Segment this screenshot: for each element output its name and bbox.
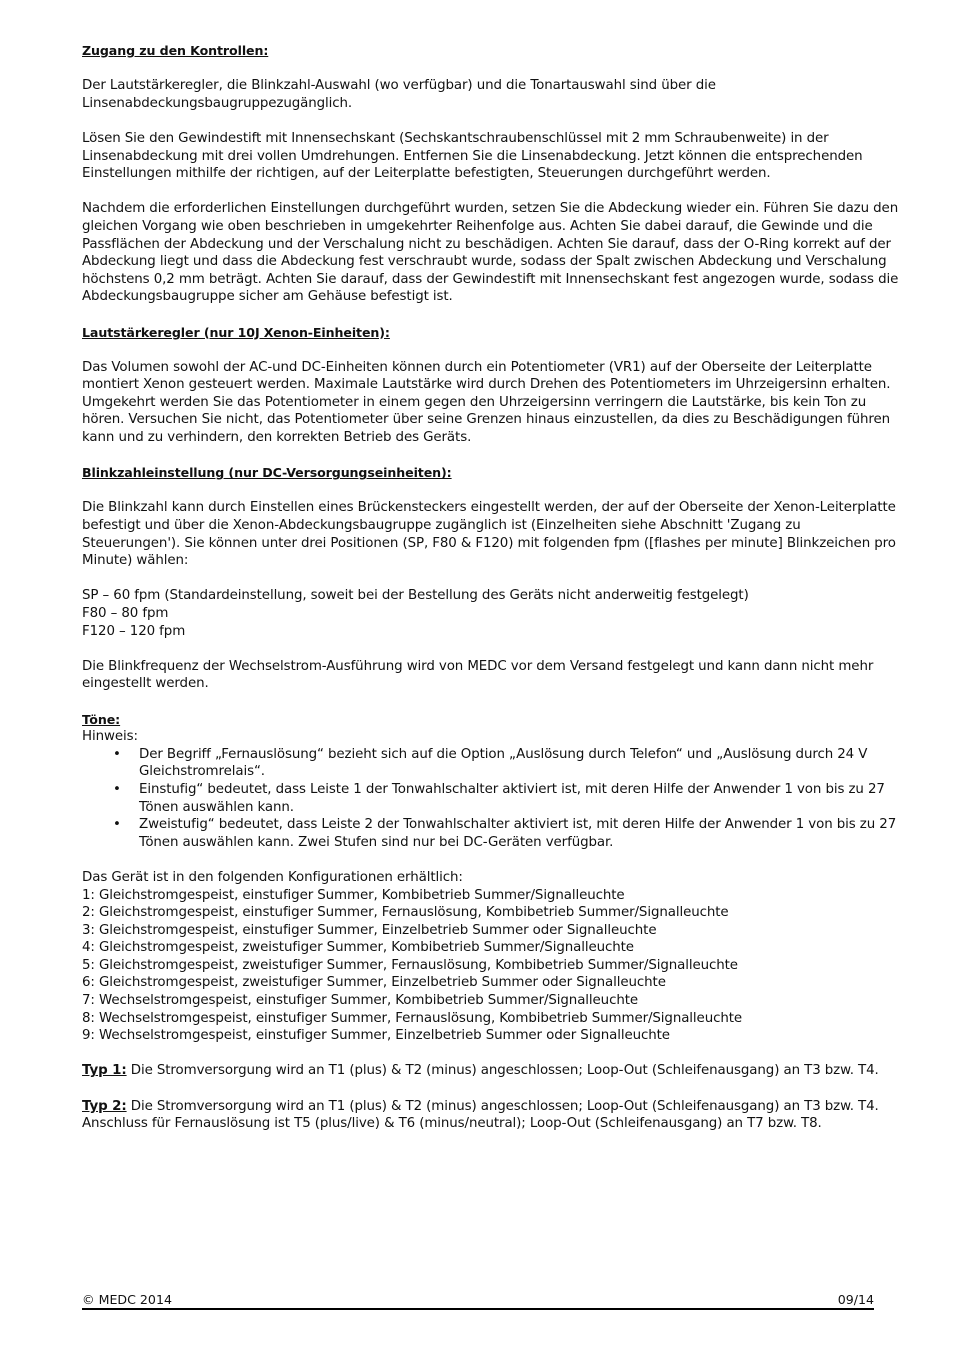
- section-heading-volume: Lautstärkeregler (nur 10J Xenon-Einheiten):: [82, 324, 390, 340]
- paragraph: Das Volumen sowohl der AC-und DC-Einheiten können durch ein Potentiometer (VR1) auf der Oberseite der Leiterplatte montiert Xenon gesteuert werden. Maximale Lautstärke wird durch Drehen des Potentiometers im Uhrzeigersinn erhalten. Umgekehrt werden Sie das Potentiometer in einem gegen den Uhrzeigersinn verringern die Lautstärke, bis kein Ton zu hören. Versuchen Sie nicht, das Potentiometer über seine Grenzen hinaus einzustellen, da dies zu Beschädigungen führen kann und zu verhindern, den korrekten Betrieb des Geräts.: [82, 359, 891, 446]
- type2-paragraph: [82, 1098, 902, 1133]
- section-heading-access: Zugang zu den Kontrollen:: [82, 43, 269, 58]
- config-item: 1: Gleichstromgespeist, einstufiger Summer, Kombibetrieb Summer/Signalleuchte: [82, 887, 625, 903]
- paragraph: Der Lautstärkeregler, die Blinkzahl-Auswahl (wo verfügbar) und die Tonartauswahl sind über die Linsenabdeckungsbaugruppezugänglich.: [82, 78, 716, 111]
- config-item: 4: Gleichstromgespeist, zweistufiger Summer, Kombibetrieb Summer/Signalleuchte: [82, 940, 634, 956]
- type1-paragraph: [82, 1062, 902, 1080]
- config-item: 9: Wechselstromgespeist, einstufiger Summer, Einzelbetrieb Summer oder Signalleuchte: [82, 1028, 670, 1044]
- config-item: 2: Gleichstromgespeist, einstufiger Summer, Fernauslösung, Kombibetrieb Summer/Signalleuchte: [82, 905, 729, 921]
- type1-label: Typ 1:: [82, 1063, 127, 1079]
- type1-text: Die Stromversorgung wird an T1 (plus) & T2 (minus) angeschlossen; Loop-Out (Schleifenausgang) an T3 bzw. T4.: [126, 1063, 879, 1079]
- list-item: • Einstufig“ bedeutet, dass Leiste 1 der Tonwahlschalter aktiviert ist, mit deren Hilfe der Anwender 1 von bis zu 27 Tönen auswählen kann.: [139, 781, 902, 816]
- footer-date: 09/14: [837, 1292, 874, 1307]
- config-item: 7: Wechselstromgespeist, einstufiger Summer, Kombibetrieb Summer/Signalleuchte: [82, 993, 639, 1009]
- paragraph: Lösen Sie den Gewindestift mit Innensechskant (Sechskantschraubenschlüssel mit 2 mm Schraubenweite) in der Linsenabdeckung mit drei vollen Umdrehungen. Entfernen Sie die Linsenabdeckung. Jetzt können die entsprechenden Einstellungen mithilfe der richtigen, auf der Leiterplatte befestigten, Steuerungen durchgeführt werden.: [82, 130, 863, 182]
- paragraph: Die Blinkzahl kann durch Einstellen eines Brückensteckers eingestellt werden, der auf der Oberseite der Xenon-Leiterplatte befestigt und über die Xenon-Abdeckungsbaugruppe zugänglich ist (Einzelheiten siehe Abschnitt 'Zugang zu Steuerungen'). Sie können unter drei Positionen (SP, F80 & F120) mit folgenden fpm ([flashes per minute] Blinkzeichen pro Minute) wählen:: [82, 500, 896, 569]
- list-item: • Der Begriff „Fernauslösung“ bezieht sich auf die Option „Auslösung durch Telefon“ und „Auslösung durch 24 V Gleichstromrelais“.: [139, 746, 902, 781]
- config-item: 8: Wechselstromgespeist, einstufiger Summer, Fernauslösung, Kombibetrieb Summer/Signalleuchte: [82, 1010, 743, 1026]
- flash-option: F120 – 120 fpm: [82, 623, 186, 639]
- type2-text: Die Stromversorgung wird an T1 (plus) & T2 (minus) angeschlossen; Loop-Out (Schleifenausgang) an T3 bzw. T4. Anschluss für Fernauslösung ist T5 (plus/live) & T6 (minus/neutral); Loop-Out (Schleifenausgang) an T7 bzw. T8.: [82, 1098, 879, 1132]
- section-heading-tones: Töne:: [82, 711, 121, 727]
- note-label: Hinweis:: [82, 729, 138, 745]
- notes-list: [82, 746, 902, 852]
- footer-copyright: © MEDC 2014: [82, 1292, 172, 1307]
- section-heading-flash: Blinkzahleinstellung (nur DC-Versorgungseinheiten):: [82, 465, 452, 481]
- flash-options-list: [82, 587, 902, 640]
- document-page: [82, 42, 902, 1150]
- config-item: 5: Gleichstromgespeist, zweistufiger Summer, Fernauslösung, Kombibetrieb Summer/Signalleuchte: [82, 957, 738, 973]
- type2-label: Typ 2:: [82, 1098, 127, 1114]
- config-item: 6: Gleichstromgespeist, zweistufiger Summer, Einzelbetrieb Summer oder Signalleuchte: [82, 975, 666, 991]
- config-item: 3: Gleichstromgespeist, einstufiger Summer, Einzelbetrieb Summer oder Signalleuchte: [82, 922, 657, 938]
- list-item: • Zweistufig“ bedeutet, dass Leiste 2 der Tonwahlschalter aktiviert ist, mit deren Hilfe der Anwender 1 von bis zu 27 Tönen auswählen kann. Zwei Stufen sind nur bei DC-Geräten verfügbar.: [139, 816, 902, 851]
- flash-option: SP – 60 fpm (Standardeinstellung, soweit bei der Bestellung des Geräts nicht anderweitig festgelegt): [82, 588, 749, 604]
- page-footer: [82, 1292, 874, 1310]
- paragraph: Nachdem die erforderlichen Einstellungen durchgeführt wurden, setzen Sie die Abdeckung wieder ein. Führen Sie dazu den gleichen Vorgang wie oben beschrieben in umgekehrter Reihenfolge aus. Achten Sie dabei darauf, die Gewinde und die Passflächen der Abdeckung und der Verschalung nicht zu beschädigen. Achten Sie darauf, dass der O-Ring korrekt auf der Abdeckung liegt und dass die Abdeckung fest verschraubt wurde, sodass der Spalt zwischen Abdeckung und Verschalung höchstens 0,2 mm beträgt. Achten Sie darauf, dass der Gewindestift mit Innensechskant fest angezogen wurde, sodass die Abdeckungsbaugruppe sicher am Gehäuse befestigt ist.: [82, 201, 899, 305]
- config-intro: Das Gerät ist in den folgenden Konfigurationen erhältlich:: [82, 869, 463, 885]
- paragraph: Die Blinkfrequenz der Wechselstrom-Ausführung wird von MEDC vor dem Versand festgelegt und kann dann nicht mehr eingestellt werden.: [82, 658, 874, 692]
- config-list: [82, 869, 902, 1045]
- flash-option: F80 – 80 fpm: [82, 606, 169, 621]
